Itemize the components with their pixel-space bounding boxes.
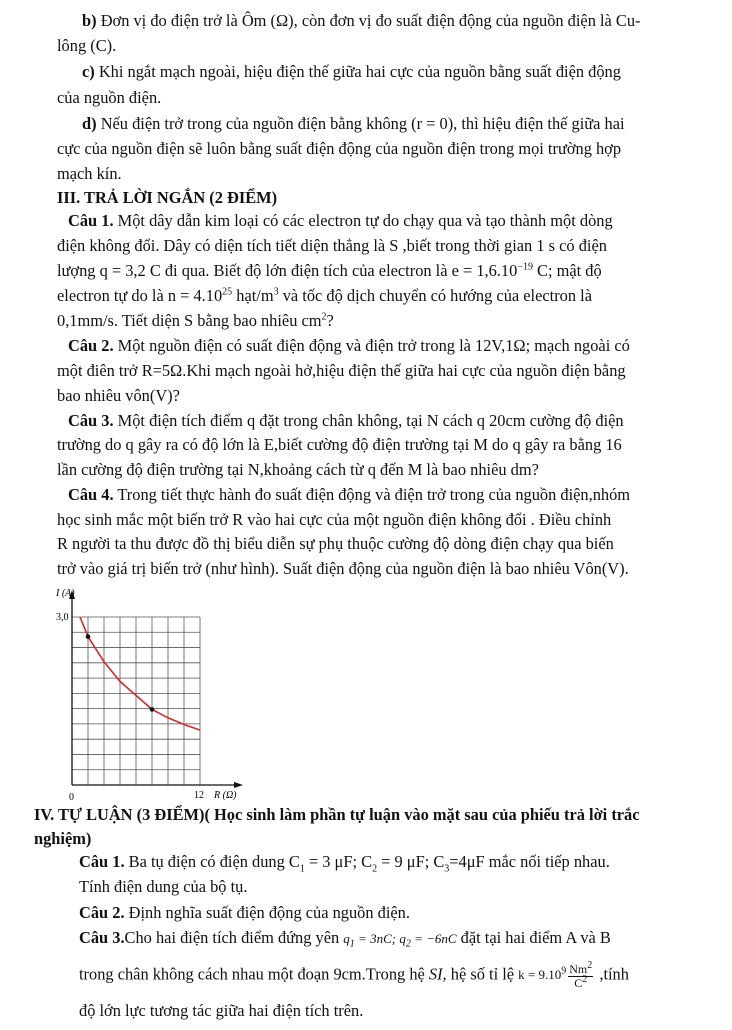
statement-b-line2: lông (C). <box>57 36 117 55</box>
question-4-line2: học sinh mắc một biến trở R vào hai cực của một nguồn điện không đổi . Điều chỉnh <box>57 510 612 529</box>
chart-ylabel: I (A) <box>56 588 75 599</box>
section-heading-part4: IV. TỰ LUẬN (3 ĐIỂM)( Học sinh làm phần tự luận vào mặt sau của phiếu trả lời trắc <box>34 805 640 824</box>
statement-b-line1: b) Đơn vị đo điện trở là Ôm (Ω), còn đơn vị đo suất điện động của nguồn điện là Cu- <box>82 11 641 30</box>
chart-x-axis-arrow <box>234 782 243 788</box>
question-1-line1: Câu 1. Một dây dẫn kim loại có các electron tự do chạy qua và tạo thành một dòng <box>68 211 613 230</box>
chart-x-tick-label: 12 <box>194 790 204 801</box>
essay-question-1-line2: Tính điện dung của bộ tụ. <box>79 877 248 896</box>
chart-y-tick-label: 3,0 <box>56 612 69 623</box>
chart-origin-label: 0 <box>69 792 74 803</box>
chart-xlabel: R (Ω) <box>214 790 237 801</box>
statement-d-line3: mạch kín. <box>57 164 122 183</box>
section-heading-part3: III. TRẢ LỜI NGẮN (2 ĐIỂM) <box>57 188 278 207</box>
chart-data-point <box>86 634 91 639</box>
question-2-line2: một điên trở R=5Ω.Khi mạch ngoài hở,hiệu điện thế giữa hai cực của nguồn điện bằng <box>57 361 626 380</box>
statement-d-line1: d) Nếu điện trở trong của nguồn điện bằng không (r = 0), thì hiệu điện thế giữa hai <box>82 114 625 133</box>
question-4-line3: R người ta thu được đồ thị biểu diễn sự phụ thuộc cường độ dòng điện chạy qua biến <box>57 534 614 553</box>
question-1-line3: lượng q = 3,2 C đi qua. Biết độ lớn điện tích của electron là $e = 1,6.10^{-19}$ C; mật độ <box>57 261 602 280</box>
question-4-line4: trở vào giá trị biến trở (như hình). Suất điện động của nguồn điện là bao nhiêu Vôn(V). <box>57 559 629 578</box>
section-heading-part4-line2: nghiệm) <box>34 829 92 848</box>
chart-data-point <box>150 707 155 712</box>
question-1-line5: 0,1mm/s. Tiết diện S bằng bao nhiêu $cm^2$? <box>57 311 334 330</box>
statement-c-line1: c) Khi ngắt mạch ngoài, hiệu điện thế giữa hai cực của nguồn bằng suất điện động <box>82 62 621 81</box>
statement-d-line2: cực của nguồn điện sẽ luôn bằng suất điện động của nguồn điện trong mọi trường hợp <box>57 139 622 158</box>
charges-equation: $q_1 = 3nC$; $q_2 = -6nC$ <box>343 931 457 950</box>
question-4-line1: Câu 4. Trong tiết thực hành đo suất điện động và điện trở trong của nguồn điện,nhóm <box>68 485 631 504</box>
current-resistance-chart <box>48 585 258 807</box>
chart-series-curve <box>80 617 200 730</box>
question-3-line3: lần cường độ điện trường tại N,khoảng cách từ q đến M là bao nhiêu dm? <box>57 460 539 479</box>
essay-question-1-line1: Câu 1. Ba tụ điện có điện dung $C_1 = 3$ μF; $C_2 = 9$ μF; $C_3=4\mu F$ mắc nối tiếp nhau. <box>79 852 610 875</box>
chart-axes <box>69 590 243 788</box>
essay-question-3-line1: Câu 3.Cho hai điện tích điểm đứng yên $q_1 = 3nC$; $q_2 = -6nC$ đặt tại hai điểm A và B <box>79 928 611 950</box>
question-3-line2: trường do q gây ra có độ lớn là E,biết cường độ điện trường tại M do q gây ra bằng 16 <box>57 435 622 454</box>
question-2-line3: bao nhiêu vôn(V)? <box>57 386 180 405</box>
question-2-line1: Câu 2. Một nguồn điện có suất điện động và điện trở trong là 12V,1Ω; mạch ngoài có <box>68 336 630 355</box>
question-1-line4: electron tự do là $n = 4.10^{25}$ hạt/$m^3$ và tốc độ dịch chuyển có hướng của electron là <box>57 286 592 305</box>
essay-question-2: Câu 2. Định nghĩa suất điện động của nguồn điện. <box>79 903 410 922</box>
question-1-line2: điện không đổi. Dây có diện tích tiết diện thẳng là S ,biết trong thời gian 1 s có điện <box>57 236 607 255</box>
essay-question-3-line3: độ lớn lực tương tác giữa hai điện tích trên. <box>79 1001 364 1020</box>
coulomb-constant: $k = 9.10^9$ $\frac{Nm^2}{C^2}$ <box>518 960 593 990</box>
essay-question-3-line2: trong chân không cách nhau một đoạn 9cm.Trong hệ SI, hệ số tỉ lệ $k = 9.10^9$ $\frac{Nm^2}{C^2}$ ,tính <box>79 960 629 990</box>
question-3-line1: Câu 3. Một điện tích điểm q đặt trong chân không, tại N cách q 20cm cường độ điện <box>68 411 624 430</box>
statement-c-line2: của nguồn điện. <box>57 88 162 107</box>
